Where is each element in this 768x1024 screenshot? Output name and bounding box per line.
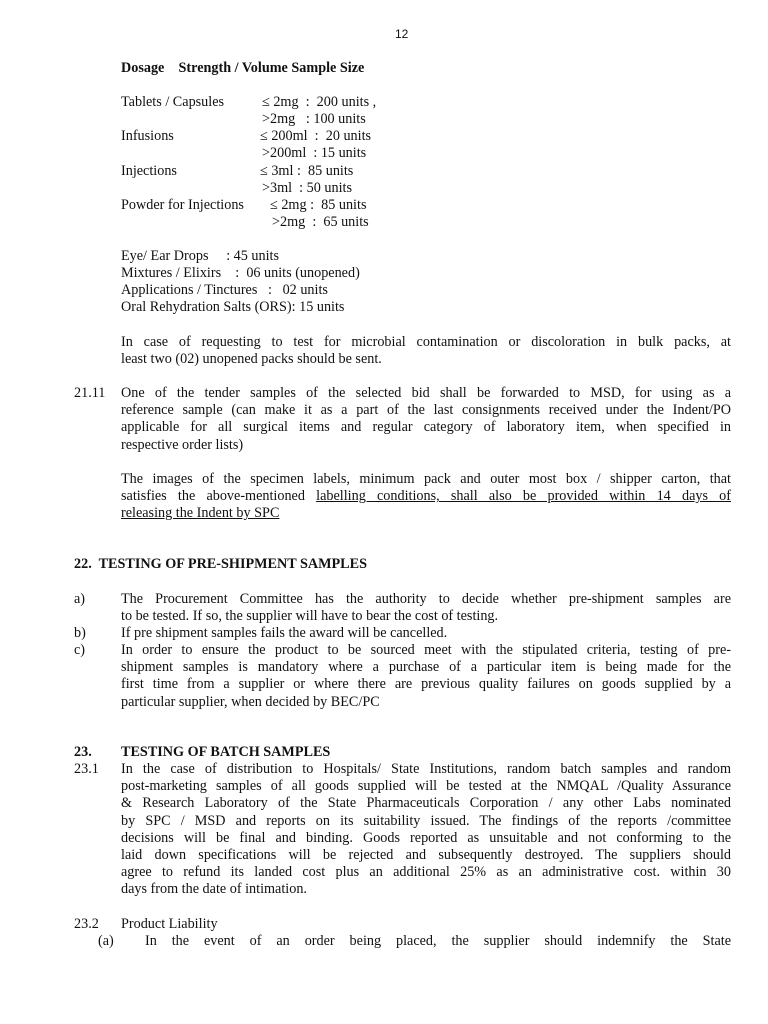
page-number: 12 <box>395 27 409 41</box>
clause-23-2-title: Product Liability <box>121 916 218 932</box>
powder-value-1: ≤ 2mg : 85 units <box>270 197 367 213</box>
infusions-value-2: >200ml : 15 units <box>262 145 367 161</box>
clause-21-11-text: One of the tender samples of the selected bid shall be forwarded to MSD, for using as a reference sample (can make it as a part of the last consignments received under the Indent/PO applicable for all surgical items and regular category of laboratory item, when specified in respective order lists) <box>121 385 731 453</box>
dosage-powder: Powder for Injections <box>121 197 244 213</box>
item-c-text: In order to ensure the product to be sourced meet with the stipulated criteria, testing of pre- shipment samples is mandatory where a purchase of a particular item is being made for the first time from a supplier or where there are previous quality failures on goods supplied by a particular supplier, when decided by BEC/PC <box>121 642 731 710</box>
item-b-label: b) <box>74 625 86 641</box>
injections-value-2: >3ml : 50 units <box>262 180 352 196</box>
dosage-injections: Injections <box>121 163 177 179</box>
tablets-value-1: ≤ 2mg : 200 units , <box>262 94 377 110</box>
clause-21-11-labels-para: The images of the specimen labels, minimum pack and outer most box / shipper carton, that satisfies the above-mentioned labelling conditions, shall also be provided within 14 days of releasing the Indent by SPC <box>121 471 732 522</box>
section-23-number: 23. <box>74 744 92 760</box>
dosage-infusions: Infusions <box>121 128 174 144</box>
section-23-heading: TESTING OF BATCH SAMPLES <box>121 744 331 760</box>
mixtures-elixirs: Mixtures / Elixirs : 06 units (unopened) <box>121 265 360 281</box>
powder-value-2: >2mg : 65 units <box>272 214 369 230</box>
clause-number-23-2: 23.2 <box>74 916 99 932</box>
section-22-heading: 22. TESTING OF PRE-SHIPMENT SAMPLES <box>74 556 367 572</box>
sample-size-header: Dosage Strength / Volume Sample Size <box>121 60 365 76</box>
clause-23-1-text: In the case of distribution to Hospitals/ State Institutions, random batch samples and random post-marketing samples of all goods supplied will be tested at the NMQAL /Quality Assurance & Research Laboratory of the State Pharmaceuticals Corporation / any other Labs nominated by SPC / MSD and reports on its suitability issued. The findings of the reports /committee decisions will be final and binding. Goods reported as unsuitable and not conforming to the laid down specifications will be rejected and subsequently destroyed. The suppliers should agree to refund its landed cost plus an additional 25% as an administrative cost. within 30 days from the date of intimation. <box>121 761 731 898</box>
clause-number-23-1: 23.1 <box>74 761 99 777</box>
item-b-text: If pre shipment samples fails the award will be cancelled. <box>121 625 448 641</box>
clause-23-2-sub-label: (a) <box>98 933 114 949</box>
item-c-label: c) <box>74 642 86 658</box>
ors: Oral Rehydration Salts (ORS): 15 units <box>121 299 345 315</box>
applications-tinctures: Applications / Tinctures : 02 units <box>121 282 328 298</box>
item-a-text: The Procurement Committee has the authority to decide whether pre-shipment samples are to be tested. If so, the supplier will have to bear the cost of testing. <box>121 591 731 625</box>
injections-value-1: ≤ 3ml : 85 units <box>260 163 354 179</box>
eye-ear-drops: Eye/ Ear Drops : 45 units <box>121 248 280 264</box>
bulk-pack-note: In case of requesting to test for microbial contamination or discoloration in bulk packs, at least two (02) unopened packs should be sent. <box>121 334 731 368</box>
dosage-tablets: Tablets / Capsules <box>121 94 225 110</box>
clause-23-2-sub-text: In the event of an order being placed, the supplier should indemnify the State <box>145 933 731 949</box>
tablets-value-2: >2mg : 100 units <box>262 111 366 127</box>
clause-number-21-11: 21.11 <box>74 385 106 401</box>
infusions-value-1: ≤ 200ml : 20 units <box>260 128 372 144</box>
item-a-label: a) <box>74 591 86 607</box>
